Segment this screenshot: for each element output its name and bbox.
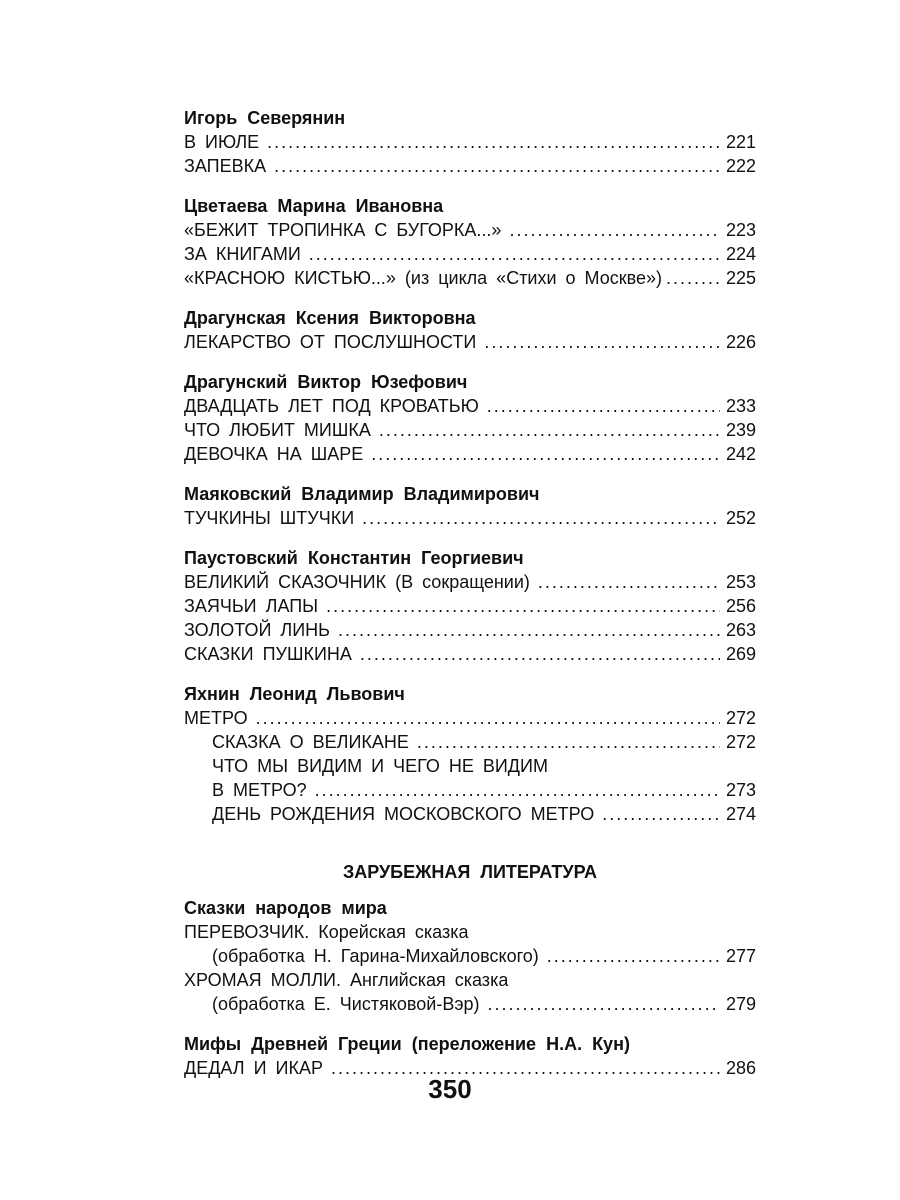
entry-title: В ИЮЛЕ [184, 132, 260, 152]
entry-page: 279 [725, 994, 756, 1014]
toc-entry [184, 706, 756, 730]
entry-page: 277 [725, 946, 756, 966]
section-heading: ЗАРУБЕЖНАЯ ЛИТЕРАТУРА [342, 862, 598, 882]
entry-page: 272 [725, 708, 756, 728]
toc-entry [184, 442, 756, 466]
author-heading: Мифы Древней Греции (переложение Н.А. Кун) [184, 1034, 630, 1054]
toc-entry [184, 992, 756, 1016]
dot-leader [315, 778, 720, 802]
entry-page: 272 [725, 732, 756, 752]
dot-leader [547, 944, 720, 968]
toc-subentry [184, 778, 756, 802]
entry-title: «БЕЖИТ ТРОПИНКА С БУГОРКА...» [184, 220, 502, 240]
dot-leader [602, 802, 720, 826]
entry-page: 256 [725, 596, 756, 616]
entry-title: ЗА КНИГАМИ [184, 244, 301, 264]
toc-entry [184, 266, 756, 290]
entry-title: СКАЗКИ ПУШКИНА [184, 644, 352, 664]
toc-entry [184, 330, 756, 354]
dot-leader [274, 154, 720, 178]
dot-leader [538, 570, 720, 594]
entry-title-line: ЧТО МЫ ВИДИМ И ЧЕГО НЕ ВИДИМ [212, 756, 548, 776]
entry-title: ДЕДАЛ И ИКАР [184, 1058, 323, 1078]
entry-page: 239 [725, 420, 756, 440]
entry-page: 263 [725, 620, 756, 640]
entry-page: 221 [725, 132, 756, 152]
dot-leader [509, 218, 720, 242]
entry-title: ЗАПЕВКА [184, 156, 267, 176]
entry-page: 224 [725, 244, 756, 264]
toc-entry [184, 618, 756, 642]
toc-entry [184, 242, 756, 266]
page-number: 350 [428, 1074, 472, 1104]
entry-title: ВЕЛИКИЙ СКАЗОЧНИК (В сокращении) [184, 572, 530, 592]
entry-title: МЕТРО [184, 708, 248, 728]
dot-leader [267, 130, 720, 154]
toc-subentry [184, 730, 756, 754]
entry-page: 273 [725, 780, 756, 800]
toc-entry [184, 130, 756, 154]
entry-title-line: ПЕРЕВОЗЧИК. Корейская сказка [184, 922, 469, 942]
dot-leader [417, 730, 720, 754]
author-heading: Драгунская Ксения Викторовна [184, 308, 476, 328]
entry-page: 269 [725, 644, 756, 664]
entry-title: ЧТО ЛЮБИТ МИШКА [184, 420, 371, 440]
dot-leader [371, 442, 720, 466]
entry-title: ЗОЛОТОЙ ЛИНЬ [184, 620, 330, 640]
toc-entry [184, 418, 756, 442]
entry-title: ДВАДЦАТЬ ЛЕТ ПОД КРОВАТЬЮ [184, 396, 479, 416]
author-heading: Драгунский Виктор Юзефович [184, 372, 468, 392]
author-heading: Сказки народов мира [184, 898, 387, 918]
dot-leader [338, 618, 720, 642]
entry-title: СКАЗКА О ВЕЛИКАНЕ [212, 732, 409, 752]
entry-title: (обработка Е. Чистяковой-Вэр) [212, 994, 480, 1014]
toc-entry [184, 394, 756, 418]
dot-leader [256, 706, 720, 730]
entry-page: 252 [725, 508, 756, 528]
entry-page: 226 [725, 332, 756, 352]
author-heading: Яхнин Леонид Львович [184, 684, 405, 704]
entry-page: 222 [725, 156, 756, 176]
entry-page: 225 [725, 268, 756, 288]
entry-title-line: ХРОМАЯ МОЛЛИ. Английская сказка [184, 970, 509, 990]
entry-page: 253 [725, 572, 756, 592]
author-heading: Цветаева Марина Ивановна [184, 196, 444, 216]
toc-entry [184, 944, 756, 968]
toc-entry [184, 642, 756, 666]
toc-entry [184, 594, 756, 618]
dot-leader [666, 266, 720, 290]
dot-leader [379, 418, 720, 442]
entry-title: ЗАЯЧЬИ ЛАПЫ [184, 596, 319, 616]
entry-title: (обработка Н. Гарина-Михайловского) [212, 946, 539, 966]
entry-page: 233 [725, 396, 756, 416]
entry-title: ДЕВОЧКА НА ШАРЕ [184, 444, 364, 464]
entry-title: ТУЧКИНЫ ШТУЧКИ [184, 508, 355, 528]
entry-page: 242 [725, 444, 756, 464]
dot-leader [362, 506, 720, 530]
dot-leader [309, 242, 720, 266]
author-heading: Паустовский Константин Георгиевич [184, 548, 524, 568]
toc-entry [184, 506, 756, 530]
table-of-contents [184, 106, 756, 1080]
entry-page: 286 [725, 1058, 756, 1078]
entry-title: В МЕТРО? [212, 780, 307, 800]
toc-subentry [184, 802, 756, 826]
dot-leader [484, 330, 720, 354]
author-heading: Игорь Северянин [184, 108, 346, 128]
dot-leader [488, 992, 720, 1016]
dot-leader [326, 594, 720, 618]
entry-page: 223 [725, 220, 756, 240]
entry-title: ЛЕКАРСТВО ОТ ПОСЛУШНОСТИ [184, 332, 477, 352]
entry-page: 274 [725, 804, 756, 824]
toc-entry [184, 570, 756, 594]
entry-title: «КРАСНОЮ КИСТЬЮ...» (из цикла «Стихи о Москве») [184, 268, 663, 288]
author-heading: Маяковский Владимир Владимирович [184, 484, 540, 504]
dot-leader [487, 394, 720, 418]
toc-entry [184, 154, 756, 178]
dot-leader [360, 642, 720, 666]
toc-entry [184, 218, 756, 242]
entry-title: ДЕНЬ РОЖДЕНИЯ МОСКОВСКОГО МЕТРО [212, 804, 595, 824]
